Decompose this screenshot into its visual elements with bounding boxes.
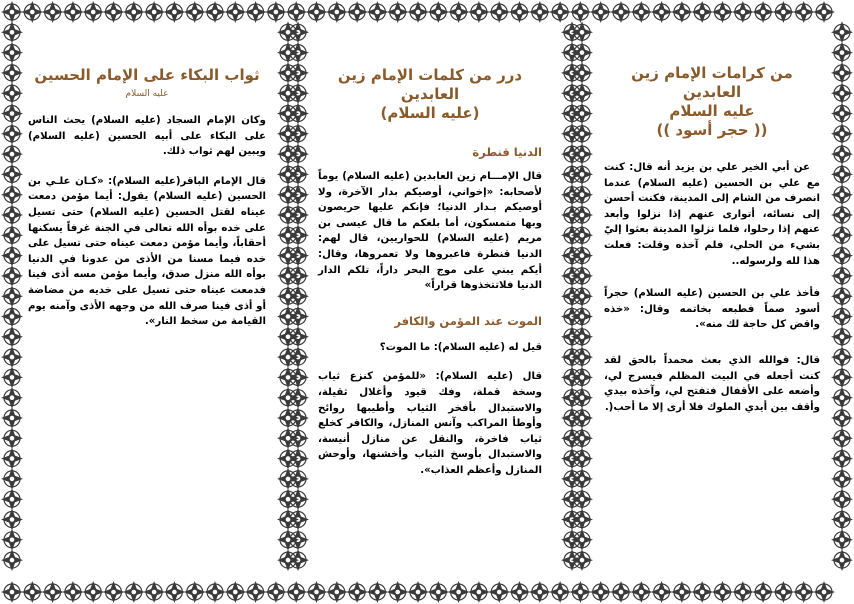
- border-ornament: [671, 1, 693, 23]
- border-ornament: [184, 1, 206, 23]
- section-heading-death: الموت عند المؤمن والكافر: [394, 313, 542, 328]
- panel-imam-miracle: [602, 26, 826, 578]
- border-ornament: [1, 204, 23, 226]
- border-ornament: [831, 103, 853, 125]
- border-ornament: [366, 1, 388, 23]
- border-ornament: [831, 387, 853, 409]
- border-ornament: [831, 184, 853, 206]
- border-ornament: [1, 509, 23, 531]
- border-ornament: [346, 581, 368, 603]
- border-ornament: [224, 581, 246, 603]
- border-ornament: [793, 1, 815, 23]
- border-ornament: [1, 123, 23, 145]
- border-ornament: [204, 1, 226, 23]
- border-ornament: [1, 103, 23, 125]
- border-ornament: [1, 1, 23, 23]
- section-answer-death: قال (عليه السلام): «للمؤمن كنزع ثياب وسخة قملة، وفك قيود وأغلال ثقيلة، والاستبدال بأفخر الثياب وأطيبها روائح وأوطأ المراكب وآنس المنازل، والكافر كخلع ثياب فاخرة، والنقل عن منازل أنيسة، والاستبدال بأوسخ الثياب وأخشنها، وأوحش المنازل وأعظم العذاب».: [318, 371, 542, 476]
- border-ornament: [610, 581, 632, 603]
- border-ornament: [407, 1, 429, 23]
- border-ornament: [326, 1, 348, 23]
- border-ornament: [1, 306, 23, 328]
- title-line-1: من كرامات الإمام زين العابدين: [631, 64, 793, 101]
- section-text-world-bridge: قال الإمـــام زين العابدين (عليه السلام) يوماً لأصحابه: «إخواني، أوصيكم بدار الآخرة، ولا أوصيكم بـدار الدنيا؛ فإنكم عليها حريصون وبها متمسكون، أما بلغكم ما قال عيسى بن مريم (عليه السلام) للحواريين، قال لهم: الدنيا قنطرة فاعبروها ولا تعمروها، وقال: أيكم يبني على موج البحر داراً، تلكم الدار الدنيا فلاتتخذوها قراراً»: [318, 171, 542, 292]
- border-ornament: [204, 581, 226, 603]
- border-ornament: [427, 581, 449, 603]
- border-ornament: [1, 366, 23, 388]
- border-ornament: [529, 1, 551, 23]
- border-ornament: [671, 581, 693, 603]
- border-ornament: [448, 1, 470, 23]
- panel-reward-of-weeping: [26, 26, 274, 578]
- border-ornament: [1, 285, 23, 307]
- miracle-paragraph-3: قال: فوالله الذي بعث محمداً بالحق لقد كنت أجعله في البيت المظلم فيسرج لي، وأضعه على الأقفال فتفتح لي، وآخذه بيدي وأقف بين أيدي الملوك فلا أرى إلا ما أحب(.: [604, 354, 820, 413]
- border-ornament: [831, 42, 853, 64]
- border-ornament: [831, 123, 853, 145]
- border-ornament: [468, 1, 490, 23]
- miracle-paragraph-1: عن أبي الخير علي بن يزيد أنه قال: كنت مع علي بن الحسين (عليه السلام) عندما انصرف من الشام إلى المدينة، فكنت أحسن إلى نسائه، أتوارى عنهم إذا نزلوا وأبعد عنهم إذا رحلوا، فلما نزلوا المدينة بعثوا إليّ بشيء من الحلي، فلم آخذه وقلت: فعلت هذا لله ولرسوله..: [604, 162, 820, 267]
- border-ornament: [549, 1, 571, 23]
- border-ornament: [1, 143, 23, 165]
- border-ornament: [21, 1, 43, 23]
- border-ornament: [1, 21, 23, 43]
- weeping-paragraph-1: وكان الإمام السجاد (عليه السلام) يحث الناس على البكاء على أبيه الحسين (عليه السلام) ويبين لهم ثواب ذلك.: [28, 115, 266, 158]
- border-ornament: [184, 581, 206, 603]
- border-ornament: [1, 326, 23, 348]
- miracle-paragraph-2: فأخذ علي بن الحسين (عليه السلام) حجراً أسود صماً فطبعه بخاتمه وقال: «خذه واقض كل حاجة لك منه».: [604, 288, 820, 331]
- border-ornament: [569, 581, 591, 603]
- border-ornament: [1, 184, 23, 206]
- border-ornament: [1, 224, 23, 246]
- border-ornament: [732, 1, 754, 23]
- border-ornament: [831, 529, 853, 551]
- border-ornament: [1, 549, 23, 571]
- title-line-1: درر من كلمات الإمام زين العابدين: [337, 66, 523, 103]
- border-ornament: [42, 1, 64, 23]
- border-ornament: [630, 581, 652, 603]
- border-ornament: [123, 1, 145, 23]
- border-ornament: [1, 62, 23, 84]
- border-ornament: [265, 1, 287, 23]
- border-ornament: [610, 1, 632, 23]
- border-ornament: [831, 224, 853, 246]
- border-ornament: [831, 448, 853, 470]
- border-ornament: [163, 581, 185, 603]
- border-ornament: [732, 581, 754, 603]
- border-ornament: [831, 285, 853, 307]
- border-ornament: [712, 581, 734, 603]
- title-line-2: (عليه السلام): [380, 104, 480, 122]
- border-ornament: [529, 581, 551, 603]
- pearls-title: [318, 66, 542, 123]
- border-ornament: [366, 581, 388, 603]
- border-ornament: [1, 346, 23, 368]
- panel-pearls-of-sayings: [314, 26, 552, 578]
- border-ornament: [346, 1, 368, 23]
- border-ornament: [143, 1, 165, 23]
- title-line-3: (( حجر أسود )): [656, 121, 768, 139]
- border-ornament: [651, 1, 673, 23]
- border-ornament: [831, 143, 853, 165]
- border-ornament: [1, 468, 23, 490]
- border-ornament: [793, 581, 815, 603]
- border-ornament: [1, 42, 23, 64]
- border-ornament: [831, 346, 853, 368]
- border-ornament: [831, 488, 853, 510]
- section-heading-world-bridge: الدنيا قنطرة: [472, 145, 542, 159]
- border-ornament: [285, 1, 307, 23]
- border-ornament: [831, 366, 853, 388]
- border-ornament: [772, 581, 794, 603]
- border-ornament: [831, 21, 853, 43]
- border-ornament: [387, 581, 409, 603]
- border-ornament: [306, 581, 328, 603]
- border-ornament: [387, 1, 409, 23]
- border-ornament: [831, 468, 853, 490]
- border-ornament: [651, 581, 673, 603]
- border-ornament: [1, 245, 23, 267]
- border-ornament: [691, 581, 713, 603]
- weeping-paragraph-2: قال الإمام الباقر(عليه السلام): «كـان علـي بن الحسين (عليه السلام) يقول: أيما مؤمن دمعت عيناه لقتل الحسين (عليه السلام) حتى تسيل على خده بوأه الله تعالى في الجنة غرفاً يسكنها أحقاباً، وأيما مؤمن دمعت عيناه حتى تسيل على خده فيما مسنا من الأذى من عدونا في الدنيا بوأه الله منزل صدق، وأيما مؤمن مسه أذى فينا فدمعت عيناه حتى تسيل على خديه من مضاضة أو أذى فينا صرف الله من وجهه الأذى وآمنه يوم القيامة من سخط النار».: [28, 175, 266, 328]
- border-ornament: [813, 581, 835, 603]
- border-ornament: [103, 581, 125, 603]
- border-ornament: [831, 265, 853, 287]
- border-ornament: [831, 549, 853, 571]
- miracle-title: [604, 64, 820, 140]
- border-ornament: [831, 163, 853, 185]
- border-ornament: [1, 407, 23, 429]
- border-ornament: [691, 1, 713, 23]
- border-ornament: [82, 1, 104, 23]
- border-ornament: [123, 581, 145, 603]
- border-ornament: [752, 581, 774, 603]
- border-ornament: [143, 581, 165, 603]
- border-ornament: [407, 581, 429, 603]
- border-ornament: [1, 265, 23, 287]
- border-ornament: [62, 1, 84, 23]
- border-ornament: [831, 326, 853, 348]
- border-ornament: [163, 1, 185, 23]
- border-ornament: [1, 427, 23, 449]
- border-ornament: [831, 407, 853, 429]
- border-ornament: [509, 581, 531, 603]
- border-ornament: [1, 163, 23, 185]
- border-ornament: [245, 1, 267, 23]
- border-ornament: [468, 581, 490, 603]
- border-ornament: [1, 581, 23, 603]
- border-ornament: [831, 509, 853, 531]
- border-ornament: [549, 581, 571, 603]
- border-ornament: [1, 82, 23, 104]
- border-ornament: [306, 1, 328, 23]
- border-ornament: [285, 581, 307, 603]
- border-ornament: [1, 448, 23, 470]
- border-ornament: [224, 1, 246, 23]
- border-ornament: [245, 581, 267, 603]
- border-ornament: [831, 62, 853, 84]
- weeping-subtitle: عليه السلام: [125, 89, 169, 99]
- border-ornament: [831, 82, 853, 104]
- border-ornament: [712, 1, 734, 23]
- border-ornament: [427, 1, 449, 23]
- section-question-death: قيل له (عليه السلام): ما الموت؟: [379, 341, 542, 353]
- border-ornament: [265, 581, 287, 603]
- border-ornament: [831, 245, 853, 267]
- title-line-2: عليه السلام: [669, 102, 755, 120]
- border-ornament: [831, 427, 853, 449]
- border-ornament: [1, 387, 23, 409]
- border-ornament: [590, 1, 612, 23]
- border-ornament: [831, 204, 853, 226]
- border-ornament: [831, 306, 853, 328]
- border-ornament: [488, 581, 510, 603]
- border-ornament: [62, 581, 84, 603]
- weeping-title: ثواب البكاء على الإمام الحسين: [34, 66, 260, 84]
- border-ornament: [326, 581, 348, 603]
- border-ornament: [569, 1, 591, 23]
- border-ornament: [772, 1, 794, 23]
- border-ornament: [1, 529, 23, 551]
- border-ornament: [21, 581, 43, 603]
- border-ornament: [630, 1, 652, 23]
- border-ornament: [590, 581, 612, 603]
- border-ornament: [1, 488, 23, 510]
- border-ornament: [752, 1, 774, 23]
- border-ornament: [42, 581, 64, 603]
- border-ornament: [448, 581, 470, 603]
- border-ornament: [103, 1, 125, 23]
- border-ornament: [488, 1, 510, 23]
- border-ornament: [509, 1, 531, 23]
- border-ornament: [82, 581, 104, 603]
- border-ornament: [813, 1, 835, 23]
